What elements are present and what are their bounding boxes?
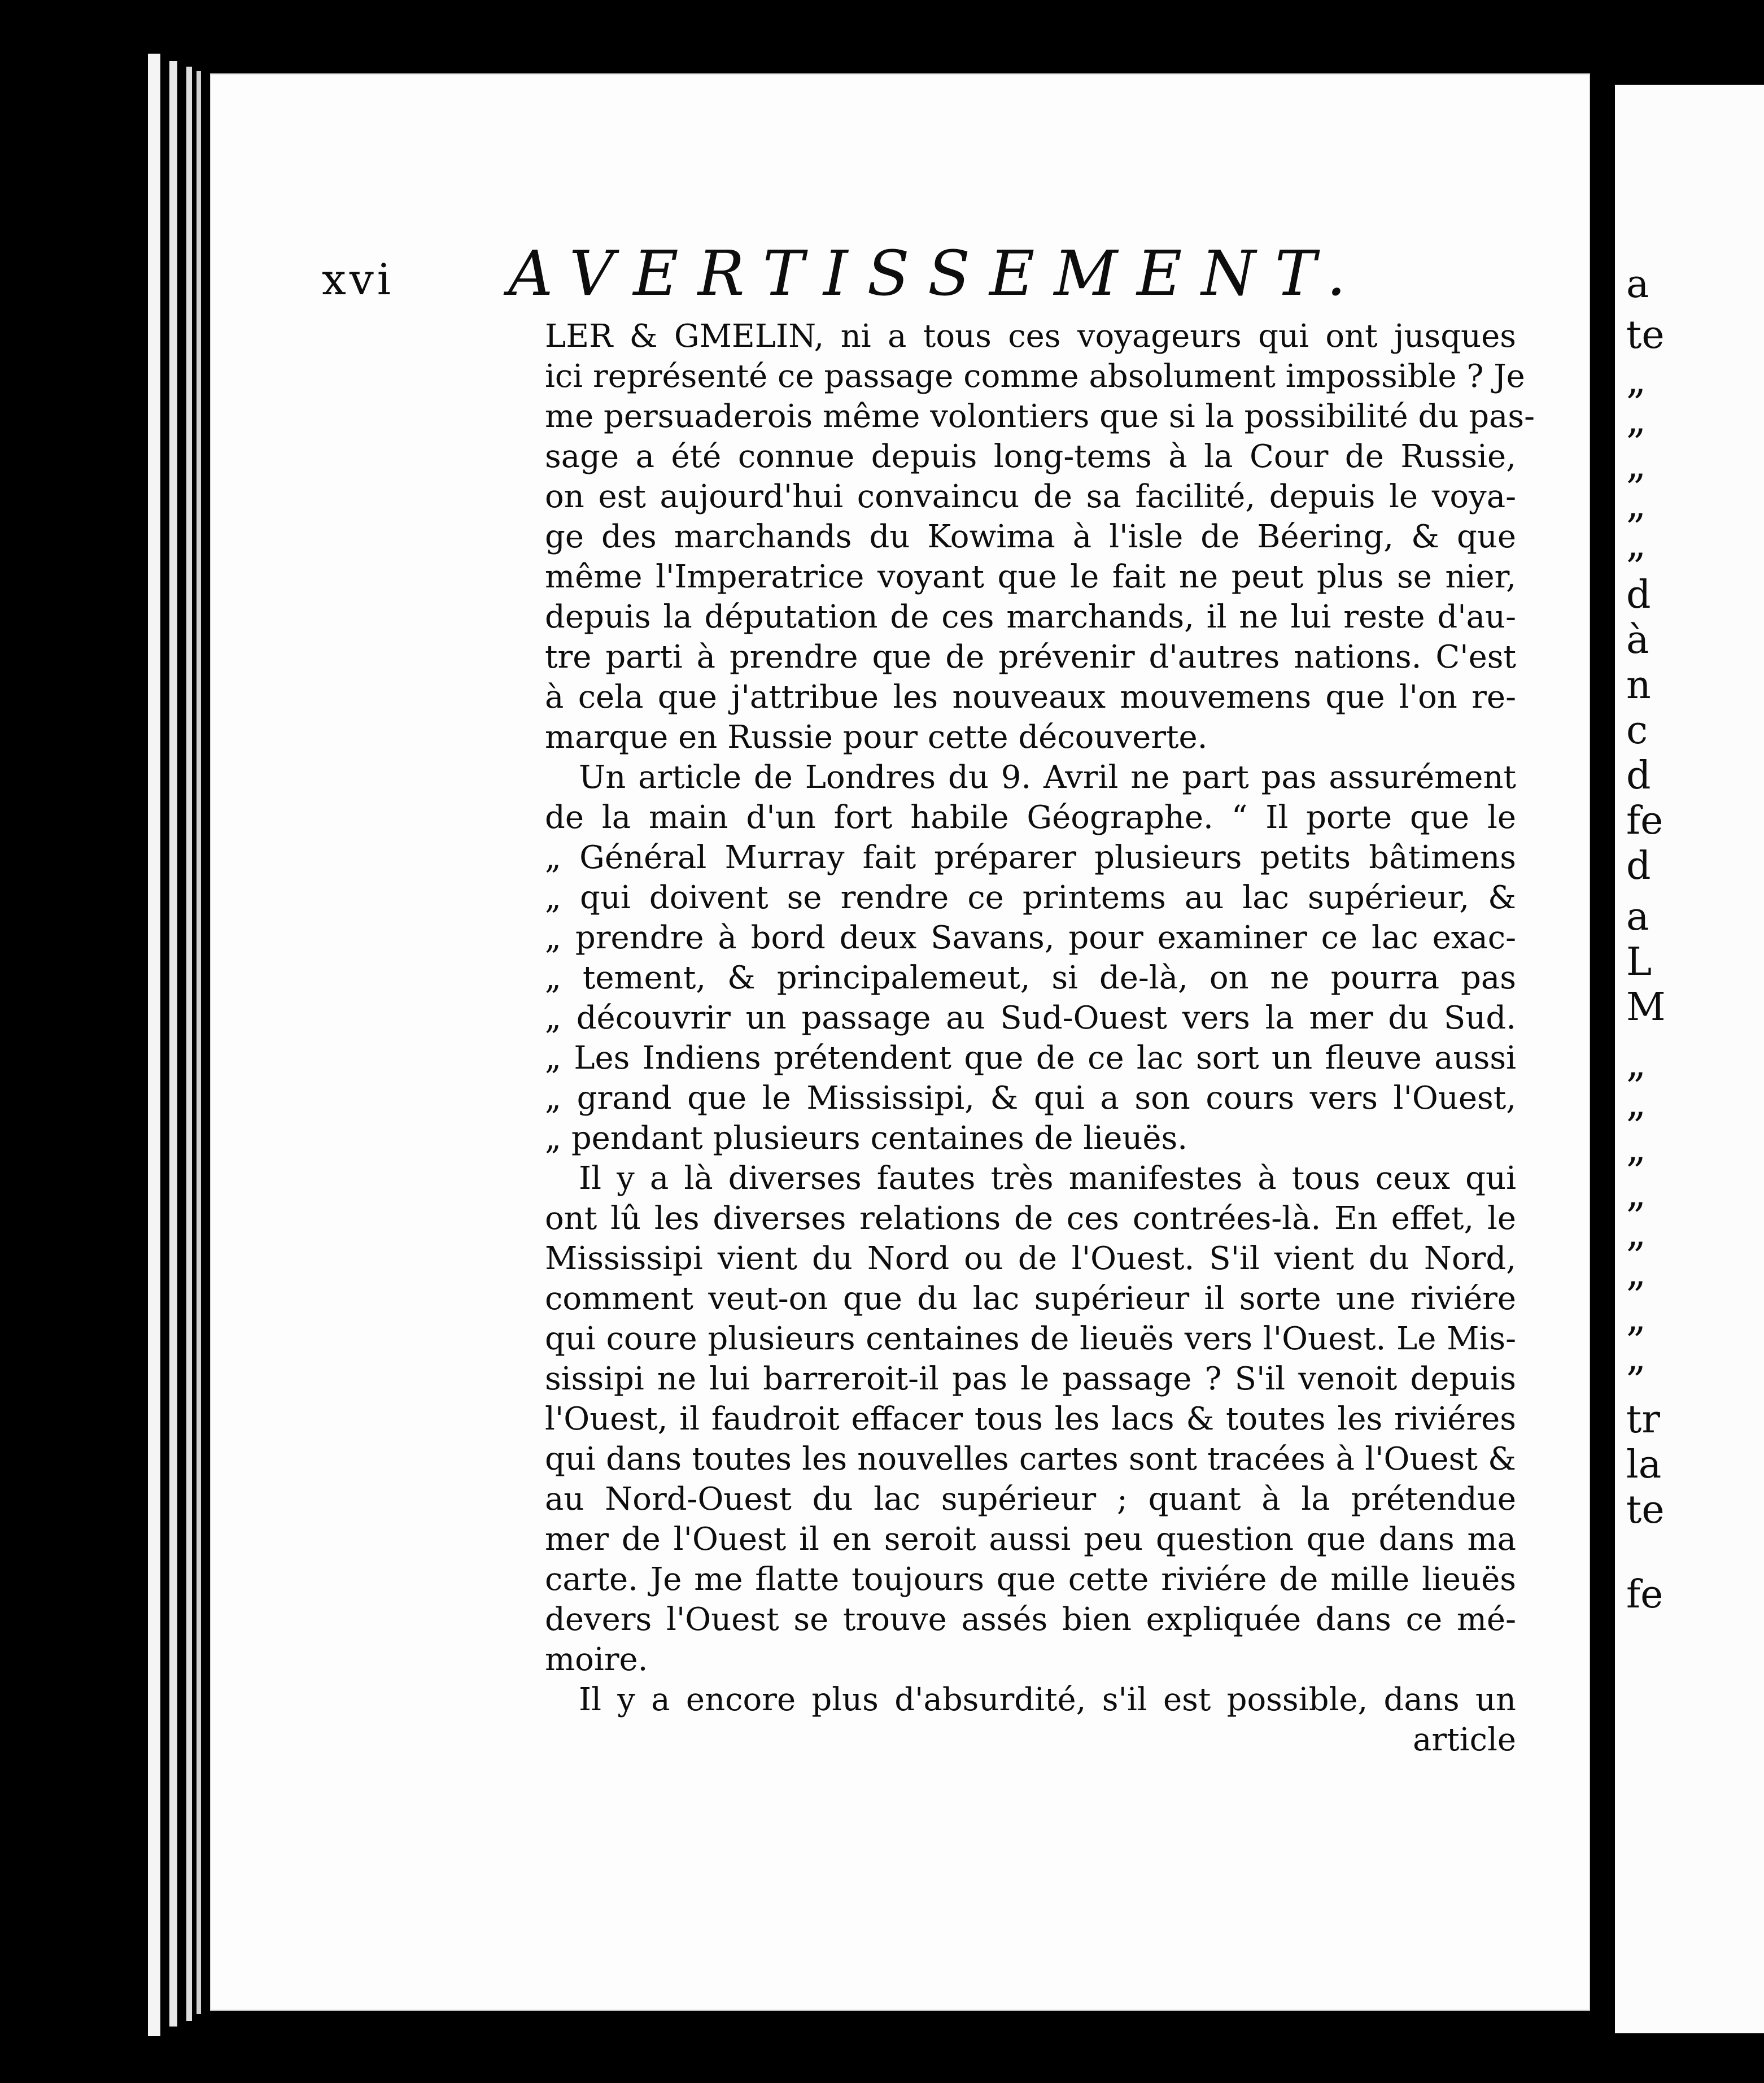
facing-page-glyph: la xyxy=(1626,1443,1662,1487)
facing-page-glyph: „ xyxy=(1626,1335,1647,1380)
text-line: „ prendre à bord deux Savans, pour examiner ce lac exac- xyxy=(545,920,1516,956)
text-line: l'Ouest, il faudroit effacer tous les lacs & toutes les riviéres xyxy=(545,1401,1516,1437)
page-edge xyxy=(169,61,177,2027)
text-line: ont lû les diverses relations de ces contrées-là. En effet, le xyxy=(545,1200,1516,1237)
text-line: Un article de Londres du 9. Avril ne part pas assurément xyxy=(579,759,1516,796)
facing-page-glyph: d xyxy=(1626,753,1651,798)
text-line: de la main d'un fort habile Géographe. “ Il porte que le xyxy=(545,799,1516,836)
facing-page-glyph: M xyxy=(1626,985,1666,1030)
facing-page-glyph: te xyxy=(1626,1488,1665,1532)
facing-page-glyph: „ xyxy=(1626,1211,1647,1256)
text-line: „ découvrir un passage au Sud-Ouest vers la mer du Sud. xyxy=(545,1000,1516,1036)
running-title: AVERTISSEMENT. xyxy=(508,237,1365,310)
text-line: „ Les Indiens prétendent que de ce lac sort un fleuve aussi xyxy=(545,1040,1516,1077)
text-line: qui coure plusieurs centaines de lieuës vers l'Ouest. Le Mis- xyxy=(545,1321,1516,1357)
facing-page-glyph: tr xyxy=(1626,1397,1660,1442)
text-line: à cela que j'attribue les nouveaux mouvemens que l'on re- xyxy=(545,679,1516,716)
facing-page-glyph: c xyxy=(1626,708,1648,753)
page-number: xvi xyxy=(322,254,395,304)
page-edge xyxy=(197,71,201,2014)
facing-page-glyph: d xyxy=(1626,573,1651,617)
facing-page-glyph: fe xyxy=(1626,1572,1663,1617)
facing-page-glyph: „ xyxy=(1626,398,1647,442)
facing-page-glyph: a xyxy=(1626,895,1649,939)
text-line: qui dans toutes les nouvelles cartes sont tracées à l'Ouest & xyxy=(545,1441,1516,1478)
text-line: ici représenté ce passage comme absolument impossible ? Je xyxy=(545,358,1525,395)
text-line: carte. Je me flatte toujours que cette riviére de mille lieuës xyxy=(545,1561,1516,1598)
facing-page-glyph: fe xyxy=(1626,799,1663,843)
text-line: article xyxy=(1413,1722,1516,1758)
text-line: devers l'Ouest se trouve assés bien expliquée dans ce mé- xyxy=(545,1601,1516,1638)
page-edge xyxy=(186,67,192,2021)
facing-page-glyph: „ xyxy=(1626,1250,1647,1295)
facing-page-glyph: „ xyxy=(1626,482,1647,527)
facing-page-glyph: „ xyxy=(1626,1171,1647,1216)
text-line: sage a été connue depuis long-tems à la Cour de Russie, xyxy=(545,438,1516,475)
page-header xyxy=(322,237,1365,310)
facing-page-glyph: „ xyxy=(1626,1126,1647,1171)
text-line: Mississipi vient du Nord ou de l'Ouest. S'il vient du Nord, xyxy=(545,1240,1516,1277)
text-line: marque en Russie pour cette découverte. xyxy=(545,719,1208,756)
text-line: „ qui doivent se rendre ce printems au lac supérieur, & xyxy=(545,879,1516,916)
text-line: mer de l'Ouest il en seroit aussi peu question que dans ma xyxy=(545,1521,1516,1558)
facing-page-glyph: „ xyxy=(1626,443,1647,487)
text-line: tre parti à prendre que de prévenir d'autres nations. C'est xyxy=(545,639,1516,676)
text-line: depuis la députation de ces marchands, il ne lui reste d'au- xyxy=(545,599,1516,635)
text-line: comment veut-on que du lac supérieur il sorte une riviére xyxy=(545,1280,1516,1317)
facing-page-glyph: d xyxy=(1626,844,1651,888)
facing-page-glyph: „ xyxy=(1626,1042,1647,1086)
facing-page-glyph: „ xyxy=(1626,1081,1647,1126)
text-line: „ grand que le Mississipi, & qui a son cours vers l'Ouest, xyxy=(545,1080,1516,1117)
body-text xyxy=(545,316,1535,1760)
facing-page-fragment xyxy=(1615,85,1764,2033)
text-line: me persuaderois même volontiers que si la possibilité du pas- xyxy=(545,398,1535,435)
text-line: Il y a encore plus d'absurdité, s'il est possible, dans un xyxy=(579,1681,1516,1718)
text-line: „ pendant plusieurs centaines de lieuës. xyxy=(545,1120,1188,1157)
page-edge xyxy=(148,54,160,2036)
text-line: „ tement, & principalemeut, si de-là, on ne pourra pas xyxy=(545,960,1516,996)
text-line: même l'Imperatrice voyant que le fait ne peut plus se nier, xyxy=(545,559,1516,595)
text-line: au Nord-Ouest du lac supérieur ; quant à la prétendue xyxy=(545,1481,1516,1518)
text-line: ge des marchands du Kowima à l'isle de Béering, & que xyxy=(545,518,1516,555)
text-line: Il y a là diverses fautes très manifestes à tous ceux qui xyxy=(579,1160,1516,1197)
text-line: sissipi ne lui barreroit-il pas le passage ? S'il venoit depuis xyxy=(545,1361,1516,1397)
facing-page-glyph: à xyxy=(1626,618,1649,663)
text-line: „ Général Murray fait préparer plusieurs petits bâtimens xyxy=(545,839,1516,876)
facing-page-glyph: „ xyxy=(1626,522,1647,566)
facing-page-glyph: te xyxy=(1626,313,1665,358)
facing-page-glyph: n xyxy=(1626,663,1651,708)
facing-page-glyph: „ xyxy=(1626,358,1647,403)
facing-page-glyph: L xyxy=(1626,940,1652,984)
text-line: LER & GMELIN, ni a tous ces voyageurs qui ont jusques xyxy=(545,318,1516,355)
text-line: moire. xyxy=(545,1641,648,1678)
facing-page-glyph: a xyxy=(1626,262,1649,307)
facing-page-glyph: „ xyxy=(1626,1296,1647,1340)
text-line: on est aujourd'hui convaincu de sa facilité, depuis le voya- xyxy=(545,478,1516,515)
